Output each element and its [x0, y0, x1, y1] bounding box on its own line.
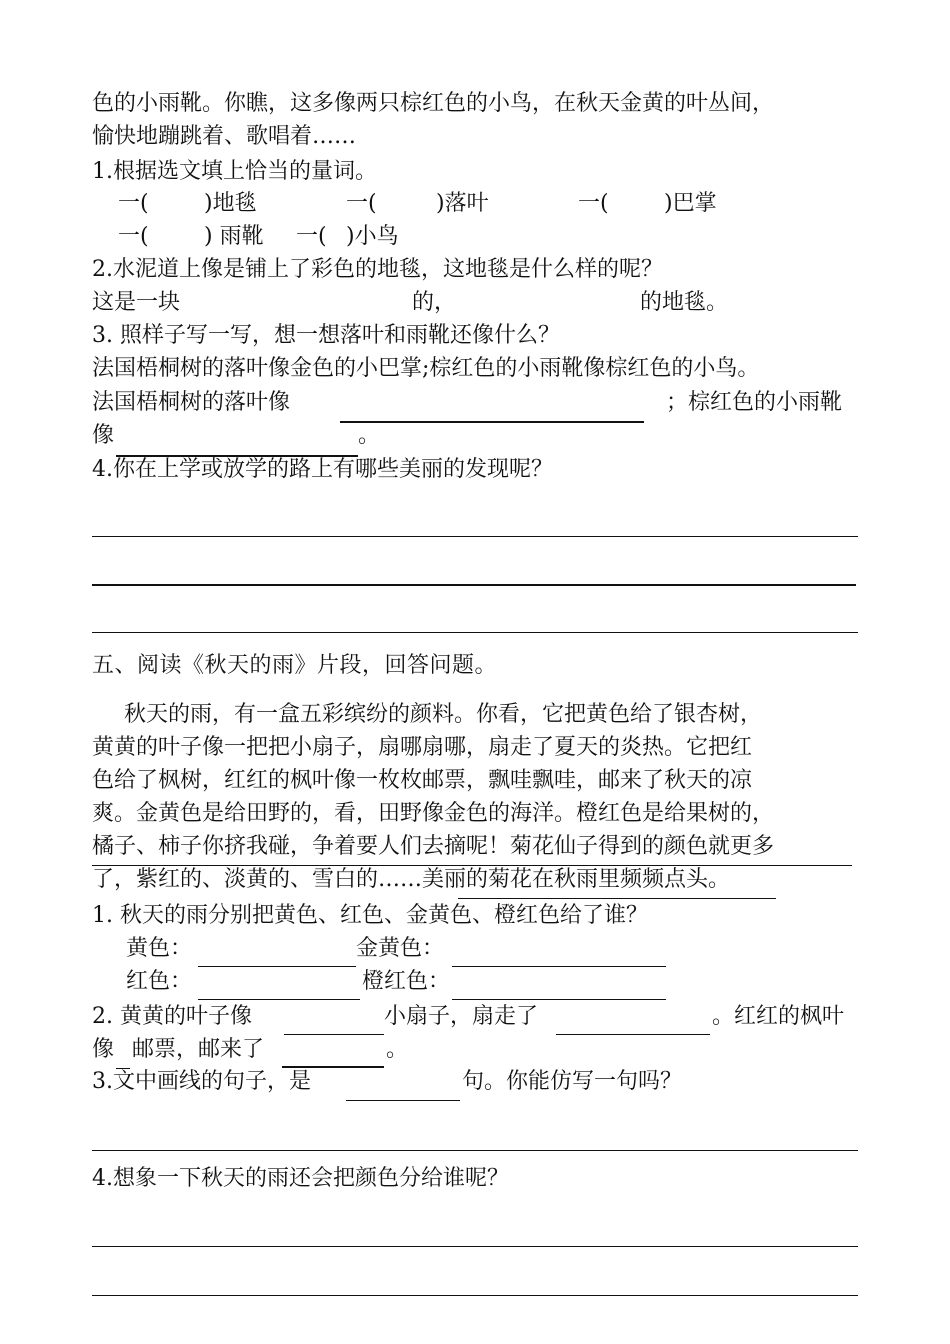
passage-line: 色的小雨靴。你瞧，这多像两只棕红色的小鸟，在秋天金黄的叶丛间， — [92, 91, 775, 116]
s5-q2-part-b: 小扇子，扇走了 — [384, 1004, 539, 1029]
passage-line: 黄黄的叶子像一把把小扇子，扇哪扇哪，扇走了夏天的炎热。它把红 — [92, 735, 753, 760]
q3-fill1-pre: 法国梧桐树的落叶像 — [92, 390, 291, 415]
measure-word-c-post[interactable]: )巴掌 — [664, 191, 717, 216]
label-orange: 橙红色： — [362, 969, 451, 994]
answer-line-yellow[interactable] — [198, 966, 356, 967]
answer-line[interactable] — [92, 1150, 858, 1151]
q2-fill-mid[interactable]: 的， — [412, 290, 457, 315]
answer-line[interactable] — [92, 1295, 858, 1296]
passage-line: 色给了枫树，红红的枫叶像一枚枚邮票，飘哇飘哇，邮来了秋天的凉 — [92, 768, 753, 793]
s5-q2-part-c: 。红红的枫叶 — [712, 1004, 845, 1029]
measure-word-b-pre: 一( — [346, 191, 377, 216]
measure-word-a-pre: 一( — [118, 191, 149, 216]
measure-word-a-post[interactable]: )地毯 — [204, 191, 257, 216]
marked-sentence-underline — [92, 865, 852, 866]
passage-line: 了，紫红的、淡黄的、雪白的……美丽的菊花在秋雨里频频点头。 — [92, 867, 731, 892]
passage-line: 秋天的雨，有一盒五彩缤纷的颜料。你看，它把黄色给了银杏树， — [124, 702, 763, 727]
answer-line[interactable] — [92, 536, 858, 537]
q2-blank-2[interactable] — [556, 1034, 710, 1035]
answer-line[interactable] — [92, 1246, 858, 1247]
s5-q2-line2-b: 邮票，邮来了 — [132, 1037, 265, 1062]
section-5-heading: 五、阅读《秋天的雨》片段，回答问题。 — [92, 653, 498, 678]
answer-line-red[interactable] — [198, 999, 360, 1000]
q2-blank-1[interactable] — [284, 1034, 384, 1035]
answer-line[interactable] — [92, 632, 858, 633]
q3-fill1-post: ；棕红色的小雨靴 — [666, 390, 843, 415]
passage-line: 爽。金黄色是给田野的，看，田野像金色的海洋。橙红色是给果树的， — [92, 801, 775, 826]
question-2: 2.水泥道上像是铺上了彩色的地毯，这地毯是什么样的呢？ — [92, 257, 663, 282]
answer-line-gold[interactable] — [452, 966, 666, 967]
answer-line-orange[interactable] — [452, 999, 666, 1000]
q2-fill-pre: 这是一块 — [92, 290, 181, 315]
answer-line[interactable] — [92, 584, 856, 586]
measure-word-d-pre: 一( — [118, 224, 149, 249]
s5-q2-line2-a: 像 — [92, 1037, 115, 1062]
s5-q2-part-a: 2. 黄黄的叶子像 — [92, 1004, 252, 1029]
measure-word-d-post[interactable]: ) 雨靴 — [204, 224, 264, 249]
question-3: 3. 照样子写一写，想一想落叶和雨靴还像什么？ — [92, 323, 560, 348]
q3-fill2-pre: 像 — [92, 423, 115, 448]
s5-question-1: 1. 秋天的雨分别把黄色、红色、金黄色、橙红色给了谁？ — [92, 903, 648, 928]
q3-example: 法国梧桐树的落叶像金色的小巴掌;棕红色的小雨靴像棕红色的小鸟。 — [92, 356, 760, 381]
q2-fill-post[interactable]: 的地毯。 — [640, 290, 729, 315]
s5-question-4: 4.想象一下秋天的雨还会把颜色分给谁呢？ — [92, 1166, 509, 1191]
q3-answer-line-1[interactable] — [340, 421, 644, 423]
s5-q3-part-b: 句。你能仿写一句吗？ — [462, 1069, 683, 1094]
question-1: 1.根据选文填上恰当的量词。 — [92, 159, 377, 184]
passage-line: 愉快地蹦跳着、歌唱着…… — [92, 124, 357, 149]
question-4: 4.你在上学或放学的路上有哪些美丽的发现呢？ — [92, 457, 553, 482]
label-gold: 金黄色： — [356, 936, 445, 961]
measure-word-c-pre: 一( — [578, 191, 609, 216]
measure-word-e-pre: 一( — [296, 224, 327, 249]
label-red: 红色： — [126, 969, 193, 994]
measure-word-e-post[interactable]: )小鸟 — [346, 224, 399, 249]
marked-sentence-underline — [458, 898, 776, 899]
q3-fill2-post: 。 — [358, 423, 381, 448]
s5-q2-line2-c: 。 — [386, 1037, 409, 1062]
q3-blank[interactable] — [346, 1100, 460, 1101]
passage-line: 橘子、柿子你挤我碰，争着要人们去摘呢！菊花仙子得到的颜色就更多 — [92, 834, 775, 859]
measure-word-b-post[interactable]: )落叶 — [436, 191, 489, 216]
label-yellow: 黄色： — [126, 936, 193, 961]
s5-q3-part-a: 3.文中画线的句子，是 — [92, 1069, 311, 1094]
